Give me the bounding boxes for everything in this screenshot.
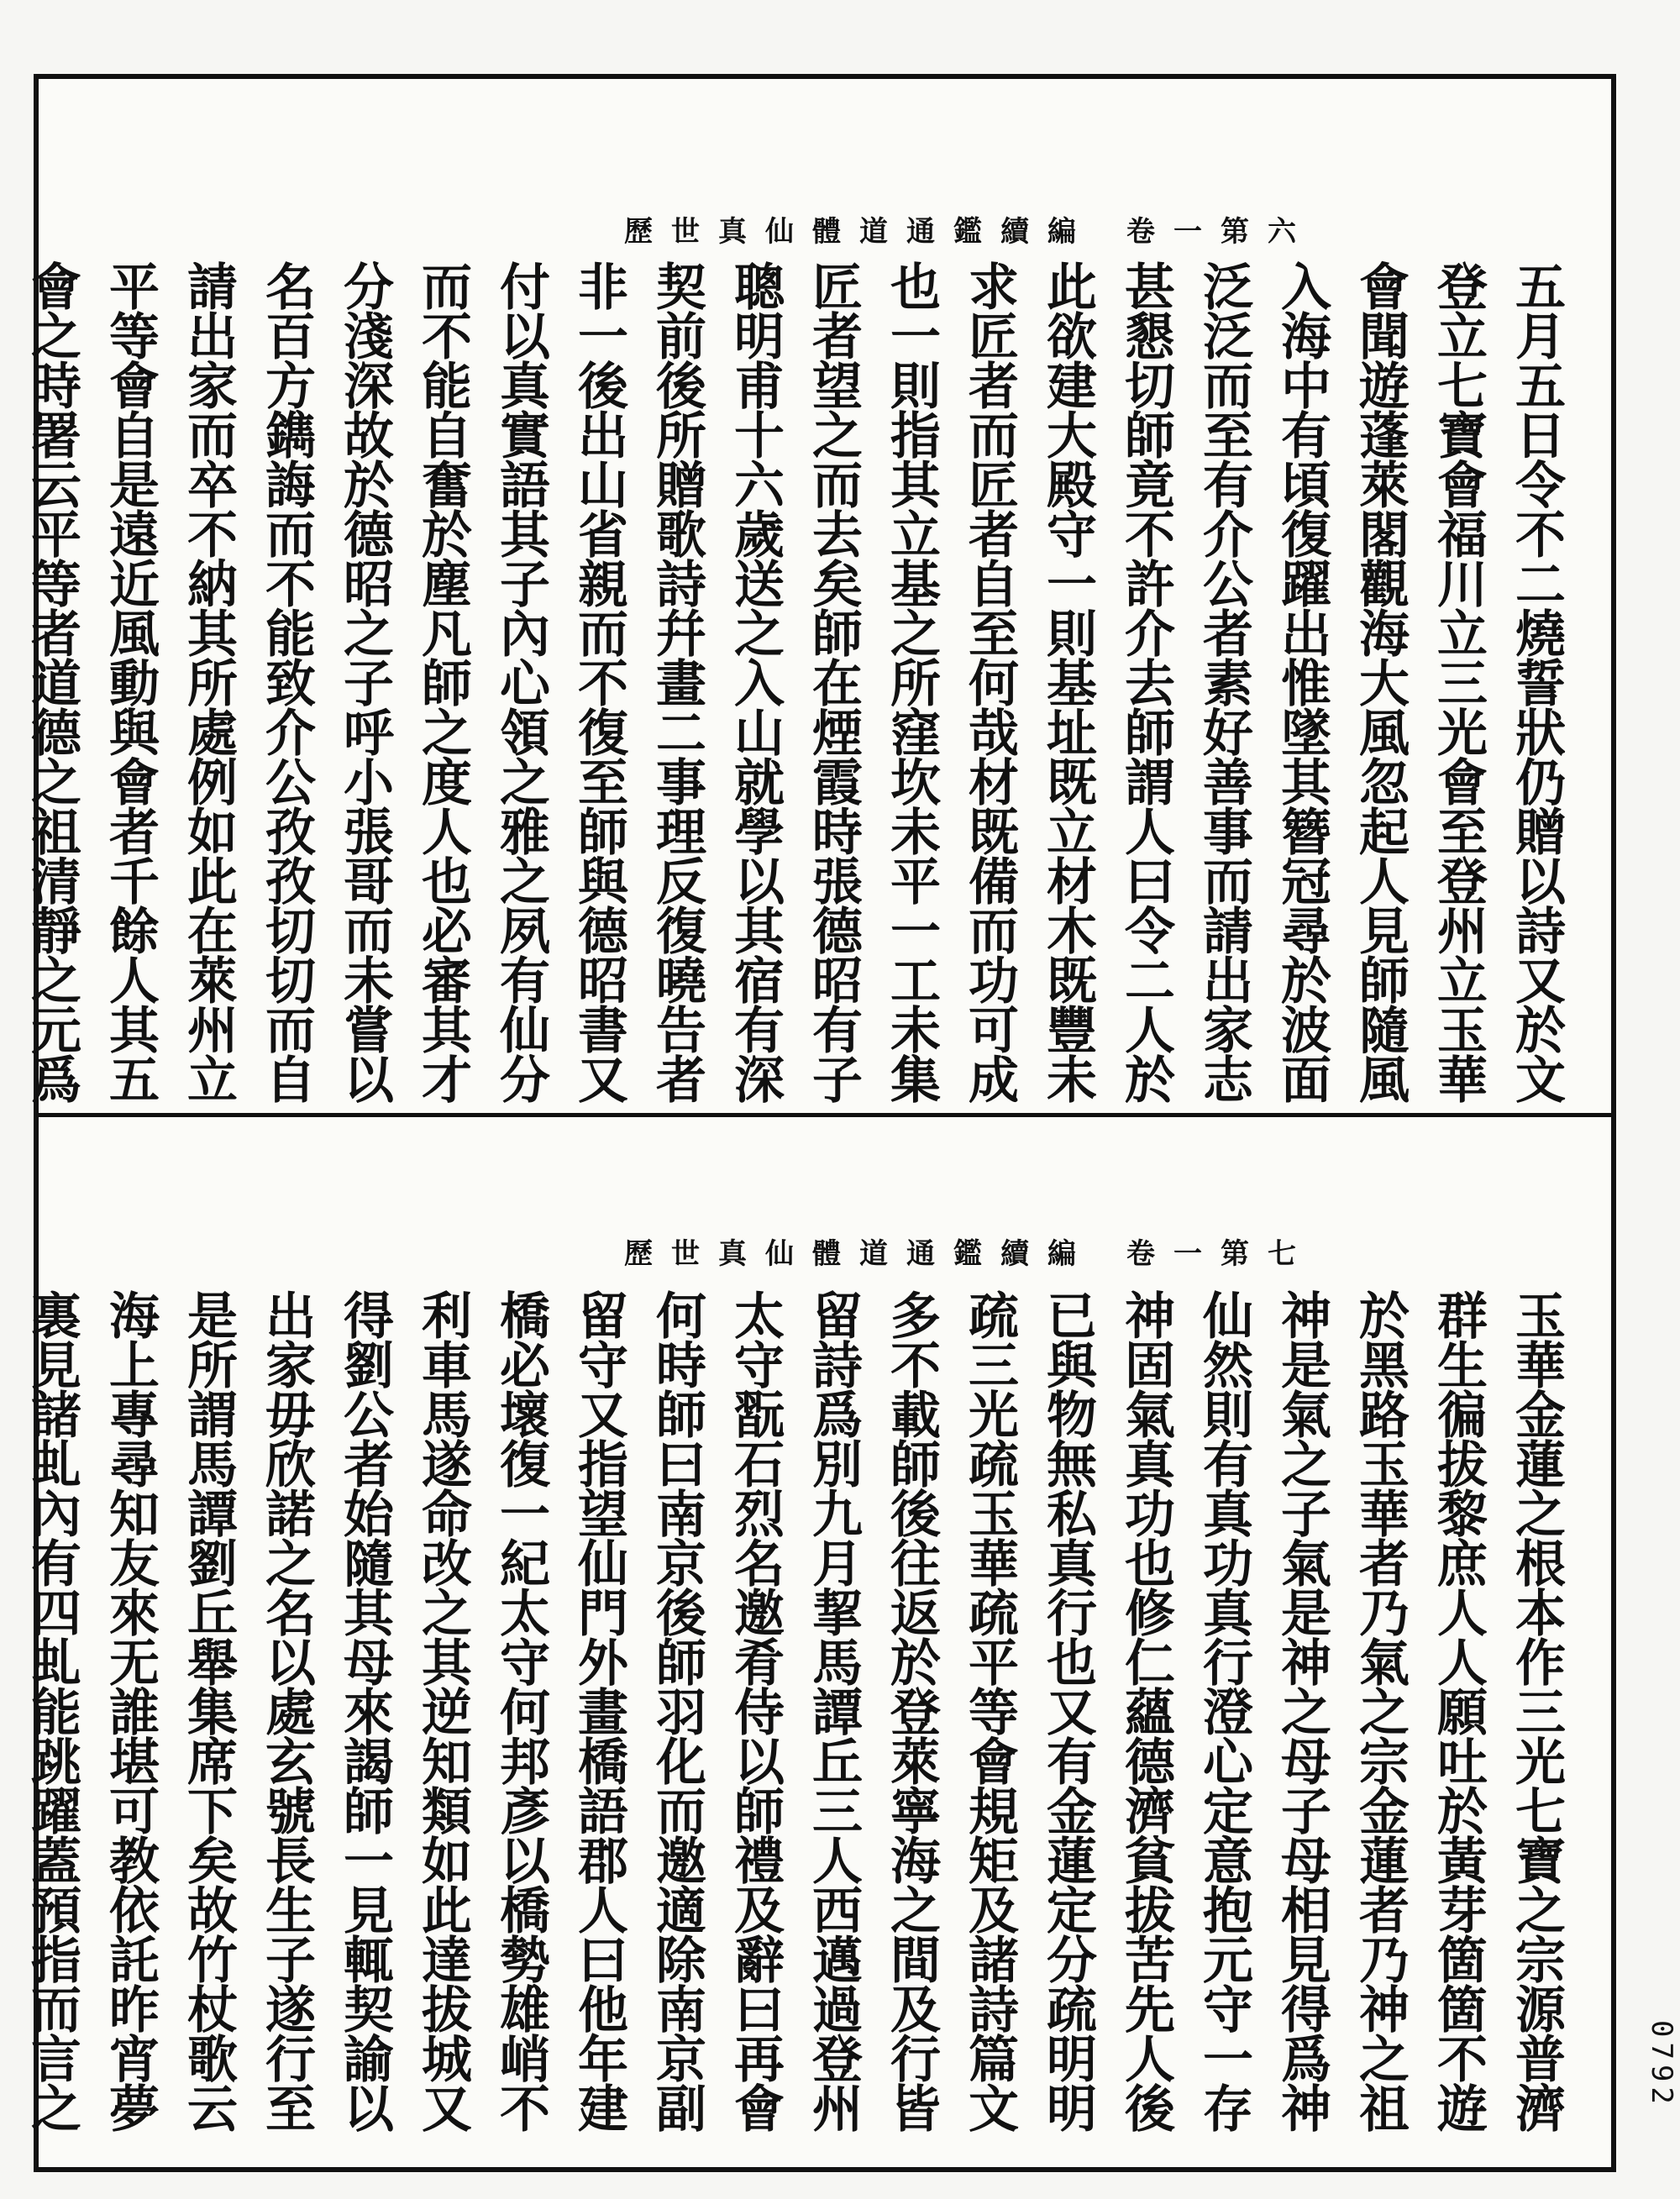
running-head — [624, 208, 1315, 249]
text-column: 付以真實語其子內心領之雅之夙有仙分 — [491, 260, 550, 1103]
bottom-page — [23, 1235, 1592, 2159]
text-column: 群生徧拔黎庶人人願吐於黃芽箇箇不遊 — [1429, 1289, 1488, 2132]
text-column: 名百方鐫誨而不能致介公孜孜切切而自 — [257, 260, 316, 1103]
text-column: 留守又指望仙門外畫橋語郡人曰他年建 — [570, 1289, 628, 2132]
text-column: 神是氣之子氣是神之母子母相見得爲神 — [1273, 1289, 1331, 2132]
running-head-title: 歷世真仙體道通鑑續編 — [624, 215, 1095, 249]
running-head-volume: 卷一第七 — [1126, 1237, 1315, 1271]
top-page — [23, 202, 1592, 1109]
text-column: 請出家而卒不納其所處例如此在萊州立 — [179, 260, 238, 1103]
text-column: 此欲建大殿守一則基址既立材木既豐未 — [1038, 260, 1097, 1103]
text-column: 匠者望之而去矣師在煙霞時張德昭有子 — [804, 260, 863, 1103]
text-column: 海上專尋知友來无誰堪可教依託昨宵夢 — [101, 1289, 160, 2132]
text-column: 平等會自是遠近風動與會者千餘人其五 — [101, 260, 160, 1103]
text-column: 神固氣真功也修仁蘊德濟貧拔苦先人後 — [1116, 1289, 1175, 2132]
text-column: 契前後所贈歌詩幷畫二事理反復曉告者 — [648, 260, 706, 1103]
text-column: 非一後出山省親而不復至師與德昭書又 — [570, 260, 628, 1103]
text-column: 五月五日令不二燒誓狀仍贈以詩又於文 — [1507, 260, 1566, 1103]
text-columns — [13, 1289, 1575, 2154]
text-column: 多不載師後往返於登萊寧海之間及行皆 — [882, 1289, 941, 2132]
running-head — [624, 1231, 1315, 1272]
text-column: 仙然則有真功真行澄心定意抱元守一存 — [1194, 1289, 1253, 2132]
text-column: 太守翫石烈名邀肴侍以師禮及辭曰再會 — [726, 1289, 785, 2132]
running-head-volume: 卷一第六 — [1126, 215, 1315, 249]
text-columns — [13, 260, 1575, 1109]
text-column: 求匠者而匠者自至何哉材既備而功可成 — [960, 260, 1019, 1103]
running-head-title: 歷世真仙體道通鑑續編 — [624, 1237, 1095, 1271]
text-column: 而不能自奮於塵凡師之度人也必審其才 — [413, 260, 472, 1103]
text-column: 分淺深故於德昭之子呼小張哥而未嘗以 — [335, 260, 394, 1103]
text-column: 聰明甫十六歲送之入山就學以其宿有深 — [726, 260, 785, 1103]
text-column: 裏見諸虬內有四虬能跳躍蓋預指而言之 — [23, 1289, 81, 2132]
page-number: 0792 — [1645, 2020, 1678, 2109]
text-column: 是所謂馬譚劉丘舉集席下矣故竹杖歌云 — [179, 1289, 238, 2132]
text-column: 已與物無私真行也又有金蓮定分疏明明 — [1038, 1289, 1097, 2132]
text-column: 留詩爲別九月挈馬譚丘三人西邁過登州 — [804, 1289, 863, 2132]
text-column: 也一則指其立基之所窪坎未平一工未集 — [882, 260, 941, 1103]
text-column: 利車馬遂命改之其逆知類如此達拔城又 — [413, 1289, 472, 2132]
text-column: 會聞遊蓬萊閣觀海大風忽起人見師隨風 — [1351, 260, 1410, 1103]
text-column: 會之時署云平等者道德之祖清靜之元爲 — [23, 260, 81, 1103]
text-column: 出家毋欣諾之名以處玄號長生子遂行至 — [257, 1289, 316, 2132]
text-column: 何時師曰南京後師羽化而邀適除南京副 — [648, 1289, 706, 2132]
text-column: 入海中有頃復躍出惟墜其簪冠尋於波面 — [1273, 260, 1331, 1103]
text-column: 甚懇切師竟不許介去師謂人曰令二人於 — [1116, 260, 1175, 1103]
text-column: 玉華金蓮之根本作三光七寶之宗源普濟 — [1507, 1289, 1566, 2132]
text-column: 登立七寶會福川立三光會至登州立玉華 — [1429, 260, 1488, 1103]
text-column: 疏三光疏玉華疏平等會規矩及諸詩篇文 — [960, 1289, 1019, 2132]
text-column: 橋必壞復一紀太守何邦彥以橋勢雄峭不 — [491, 1289, 550, 2132]
text-column: 泛泛而至有介公者素好善事而請出家志 — [1194, 260, 1253, 1103]
text-column: 得劉公者始隨其母來謁師一見輒契諭以 — [335, 1289, 394, 2132]
page-divider — [34, 1113, 1616, 1117]
text-column: 於黑路玉華者乃氣之宗金蓮者乃神之祖 — [1351, 1289, 1410, 2132]
